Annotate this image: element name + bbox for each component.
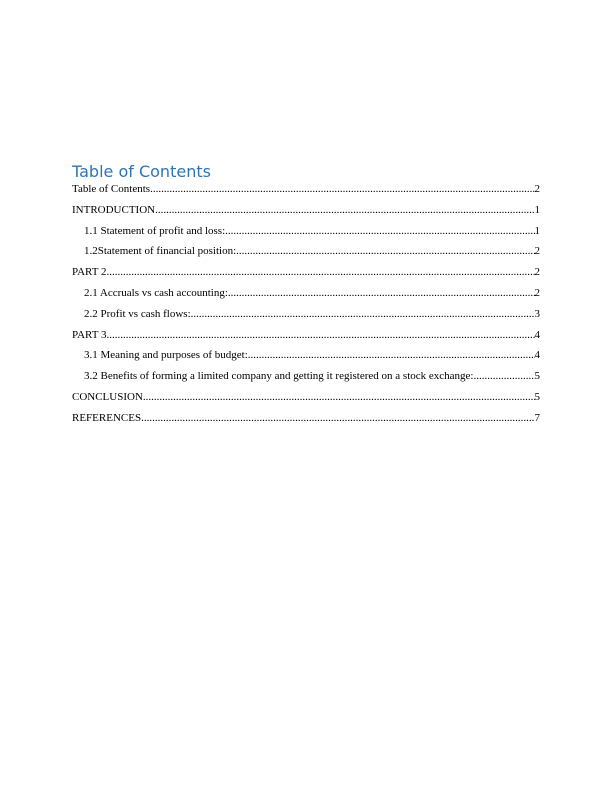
- toc-page-number: 3: [534, 307, 540, 320]
- toc-page-number: 5: [534, 390, 540, 403]
- toc-dot-leader: [236, 245, 534, 257]
- toc-entry-1-1[interactable]: [72, 225, 540, 246]
- toc-entry-3-2[interactable]: [72, 370, 540, 391]
- toc-list: [72, 183, 540, 433]
- toc-entry-text: 3.1 Meaning and purposes of budget:: [84, 349, 248, 362]
- toc-dot-leader: [473, 370, 534, 382]
- toc-entry-part-3[interactable]: [72, 329, 540, 350]
- toc-dot-leader: [191, 308, 535, 320]
- toc-entry-text: PART 2: [72, 266, 107, 279]
- toc-dot-leader: [228, 287, 535, 299]
- toc-page-number: 1: [534, 224, 540, 237]
- toc-entry-text: REFERENCES: [72, 411, 142, 424]
- toc-entry-table-of-contents[interactable]: [72, 183, 540, 204]
- toc-page-number: 2: [534, 245, 540, 258]
- toc-title: Table of Contents: [72, 162, 211, 181]
- toc-entry-text: INTRODUCTION: [72, 203, 156, 216]
- toc-dot-leader: [141, 412, 534, 424]
- toc-dot-leader: [225, 225, 534, 237]
- toc-dot-leader: [155, 204, 534, 216]
- toc-page-number: 2: [534, 286, 540, 299]
- toc-page-number: 5: [534, 370, 540, 383]
- toc-page-number: 2: [534, 266, 540, 279]
- toc-entry-part-2[interactable]: [72, 266, 540, 287]
- toc-entry-3-1[interactable]: [72, 349, 540, 370]
- toc-page-number: 4: [534, 328, 540, 341]
- toc-page-number: 7: [534, 411, 540, 424]
- toc-dot-leader: [143, 391, 535, 403]
- toc-entry-2-1[interactable]: [72, 287, 540, 308]
- toc-entry-text: 2.2 Profit vs cash flows:: [84, 307, 191, 320]
- toc-entry-text: 1.1 Statement of profit and loss:: [84, 224, 226, 237]
- toc-page-number: 1: [534, 203, 540, 216]
- toc-entry-text: CONCLUSION: [72, 390, 143, 403]
- toc-dot-leader: [107, 266, 535, 278]
- toc-dot-leader: [150, 183, 534, 195]
- toc-dot-leader: [248, 349, 535, 361]
- toc-entry-text: 1.2Statement of financial position:: [84, 245, 237, 258]
- toc-entry-text: PART 3: [72, 328, 107, 341]
- toc-page-number: 2: [534, 183, 540, 195]
- toc-entry-conclusion[interactable]: [72, 391, 540, 412]
- toc-entry-2-2[interactable]: [72, 308, 540, 329]
- toc-entry-references[interactable]: [72, 412, 540, 433]
- toc-entry-1-2[interactable]: [72, 245, 540, 266]
- toc-entry-text: 2.1 Accruals vs cash accounting:: [84, 286, 228, 299]
- toc-entry-text: Table of Contents: [72, 183, 151, 195]
- toc-page-number: 4: [534, 349, 540, 362]
- toc-entry-introduction[interactable]: [72, 204, 540, 225]
- toc-dot-leader: [107, 329, 535, 341]
- toc-entry-text: 3.2 Benefits of forming a limited company and getting it registered on a stock exchange:: [84, 370, 474, 383]
